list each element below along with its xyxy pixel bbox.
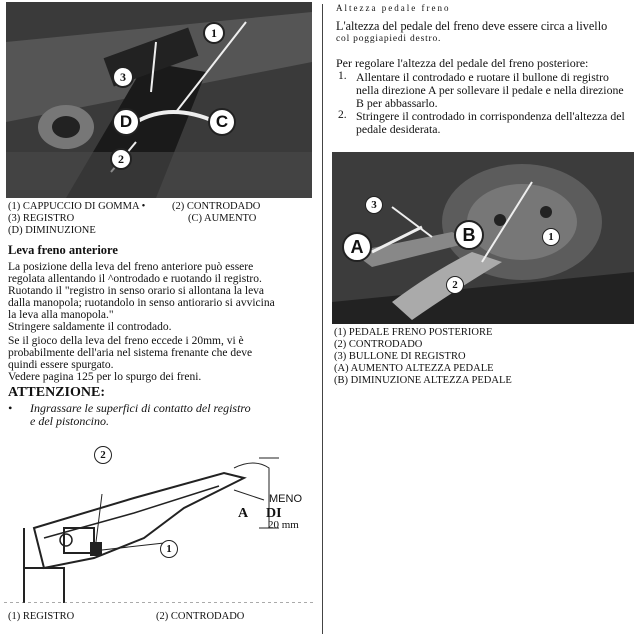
caption-adjusting-bolt: (3) BULLONE DI REGISTRO [334, 351, 466, 362]
tighten-instruction: Stringere saldamente il controdado. [8, 321, 172, 333]
caption-rubber-cap: (1) CAPPUCCIO DI GOMMA • [8, 201, 146, 212]
warning-line: Ingrassare le superfici di contatto del registro [30, 401, 251, 415]
paragraph-line: la leva alla manopola." [8, 309, 114, 321]
callout-1: 1 [203, 22, 225, 44]
play-line: Se il gioco della leva del freno eccede i 20mm, vi è [8, 335, 244, 347]
bullet-icon: • [8, 401, 13, 415]
caption-locknut: (2) CONTRODADO [334, 339, 423, 350]
callout-1: 1 [542, 228, 560, 246]
left-column [0, 0, 318, 640]
callout-d: D [112, 108, 140, 136]
step-1-number: 1. [338, 70, 347, 82]
bottom-caption-locknut: (2) CONTRODADO [156, 611, 245, 622]
diagram-label-a: A [238, 506, 249, 521]
diagram-label-20mm: 20 mm [268, 519, 299, 531]
warning-line: e del pistoncino. [30, 414, 109, 428]
step-2-text: Stringere il controdado in corrispondenza dell'altezza del pedale desiderata. [356, 109, 625, 136]
callout-a: A [342, 232, 372, 262]
callout-2: 2 [110, 148, 132, 170]
callout-b: B [454, 220, 484, 250]
warning-title: ATTENZIONE: [8, 385, 105, 400]
see-page-reference: Vedere pagina 125 per lo spurgo dei freni. [8, 371, 202, 383]
step-1-text: Allentare il controdado e ruotare il bullone di registro nella direzione A per sollevare il pedale e nella direzione B per abbassarlo. [356, 70, 624, 110]
paragraph-line: La posizione della leva del freno anteriore può essere [8, 261, 254, 273]
intro-line: L'altezza del pedale del freno deve essere circa a livello [336, 19, 608, 33]
caption-rear-pedal: (1) PEDALE FRENO POSTERIORE [334, 327, 493, 338]
procedure-intro: Per regolare l'altezza del pedale del freno posteriore: [336, 56, 589, 70]
section-heading: Leva freno anteriore [8, 243, 118, 257]
caption-adjuster: (3) REGISTRO [8, 213, 75, 224]
paragraph-line: dalla manopola; ruotandolo in senso antiorario si avvicina [8, 297, 275, 309]
diagram-callout-2: 2 [94, 446, 112, 464]
callout-2: 2 [446, 276, 464, 294]
caption-locknut: (2) CONTRODADO [172, 201, 261, 212]
paragraph-line: regolata allentando il ^ontrodado e ruotando il registro. [8, 273, 262, 285]
callout-c: C [208, 108, 236, 136]
step-2-number: 2. [338, 109, 347, 121]
diagram-label-meno: MENO [269, 493, 302, 505]
intro-line: col poggiapiedi destro. [336, 34, 442, 44]
callout-3: 3 [365, 196, 383, 214]
column-divider [322, 4, 323, 634]
caption-increase-height: (A) AUMENTO ALTEZZA PEDALE [334, 363, 494, 374]
caption-decrease-height: (B) DIMINUZIONE ALTEZZA PEDALE [334, 375, 512, 386]
diagram-label-di: DI [266, 506, 282, 521]
caption-increase: (C) AUMENTO [188, 213, 257, 224]
play-line: probabilmente dell'aria nel sistema frenante che deve [8, 347, 253, 359]
bottom-caption-adjuster: (1) REGISTRO [8, 611, 75, 622]
diagram-callout-1: 1 [160, 540, 178, 558]
play-line: quindi essere spurgato. [8, 359, 114, 371]
callout-3: 3 [112, 66, 134, 88]
right-column [330, 0, 638, 640]
running-head: Altezza pedale freno [336, 3, 451, 13]
paragraph-line: Ruotando il "registro in senso orario si allontana la leva [8, 285, 265, 297]
front-brake-lever-photo [6, 2, 312, 198]
caption-decrease: (D) DIMINUZIONE [8, 225, 96, 236]
